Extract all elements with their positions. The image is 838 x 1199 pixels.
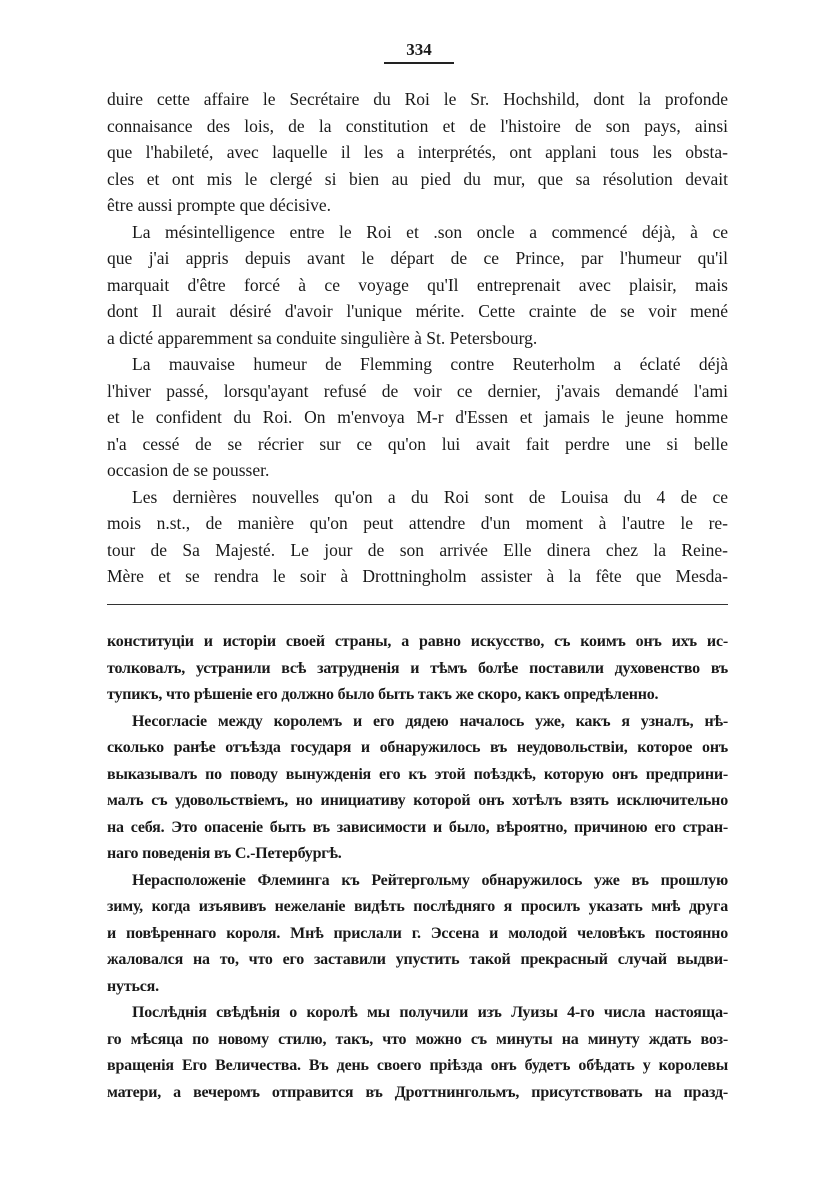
paragraph — [107, 709, 728, 868]
russian-translation — [107, 629, 728, 1106]
text-line: малъ съ удовольствіемъ, но инициативу которой онъ хотѣлъ взять исключительно — [107, 792, 728, 809]
text-line: сколько ранѣе отъѣзда государя и обнаружилось въ неудовольствіи, которое онъ — [107, 739, 728, 756]
text-line: тупикъ, что рѣшеніе его должно было быть такъ же скоро, какъ опредѣленно. — [107, 686, 659, 703]
text-line: Mère et se rendra le soir à Drottningholm assister à la fête que Mesda- — [107, 566, 728, 586]
text-line: толковалъ, устранили всѣ затрудненія и тѣмъ болѣе поставили духовенство въ — [107, 659, 728, 677]
paragraph — [107, 86, 728, 219]
text-line: dont Il aurait désiré d'avoir l'unique mérite. Cette crainte de se voir mené — [107, 301, 728, 321]
text-line: наго поведенія въ С.-Петербургѣ. — [107, 845, 342, 862]
paragraph — [107, 351, 728, 484]
text-line: нуться. — [107, 977, 159, 995]
text-line: и повѣреннаго короля. Мнѣ прислали г. Эссена и молодой человѣкъ постоянно — [107, 924, 728, 942]
text-line: вращенія Его Величества. Въ день своего пріѣзда онъ будетъ обѣдать у королевы — [107, 1057, 728, 1074]
text-line: выказывалъ по поводу вынужденія его къ этой поѣздкѣ, которую онъ предприни- — [107, 765, 728, 783]
text-line: конституціи и исторіи своей страны, а равно искусство, съ коимъ онъ ихъ ис- — [107, 633, 728, 650]
paragraph — [107, 868, 728, 1001]
text-line: que j'ai appris depuis avant le départ de ce Prince, par l'humeur qu'il — [107, 248, 728, 268]
paragraph — [107, 219, 728, 352]
text-line: го мѣсяца по новому стилю, такъ, что можно съ минуты на минуту ждать воз- — [107, 1030, 728, 1048]
paragraph — [107, 629, 728, 709]
text-line: La mauvaise humeur de Flemming contre Reuterholm a éclaté déjà — [132, 354, 728, 374]
text-line: connaisance des lois, de la constitution et de l'histoire de son pays, ainsi — [107, 115, 728, 136]
paragraph — [107, 1000, 728, 1106]
text-line: duire cette affaire le Secrétaire du Roi le Sr. Hochshild, dont la profonde — [107, 89, 728, 109]
text-line: матери, а вечеромъ отправится въ Дроттнингольмъ, присутствовать на празд- — [107, 1083, 728, 1101]
text-line: La mésintelligence entre le Roi et .son oncle a commencé déjà, à ce — [132, 221, 728, 242]
text-line: et le confident du Roi. On m'envoya M-r d'Essen et jamais le jeune homme — [107, 407, 728, 427]
text-line: cles et ont mis le clergé si bien au pied du mur, que sa résolution devait — [107, 168, 728, 189]
footnote-divider — [107, 604, 728, 605]
text-line: occasion de se pousser. — [107, 460, 270, 480]
text-line: être aussi prompte que décisive. — [107, 195, 332, 215]
page-number: 334 — [0, 40, 838, 64]
text-line: n'a cessé de se récrier sur ce qu'on lui avait fait perdre une si belle — [107, 433, 728, 454]
text-line: l'hiver passé, lorsqu'ayant refusé de voir ce dernier, j'avais demandé l'ami — [107, 380, 728, 401]
text-line: жаловался на то, что его заставили упустить такой прекрасный случай выдви- — [107, 951, 728, 968]
text-line: a dicté apparemment sa conduite singulière à St. Petersbourg. — [107, 327, 538, 348]
text-line: mois n.st., de manière qu'on peut attendre d'un moment à l'autre le re- — [107, 513, 728, 533]
text-line: Несогласіе между королемъ и его дядею началось уже, какъ я узналъ, нѣ- — [132, 712, 728, 730]
text-line: зиму, когда изъявивъ нежеланіе видѣть послѣдняго я просилъ указать мнѣ друга — [107, 898, 728, 915]
paragraph — [107, 484, 728, 590]
text-line: Послѣднія свѣдѣнія о королѣ мы получили изъ Луизы 4-го числа настояща- — [132, 1004, 728, 1021]
text-line: marquait d'être forcé à ce voyage qu'Il entreprenait avec plaisir, mais — [107, 274, 728, 295]
text-line: tour de Sa Majesté. Le jour de son arrivée Elle dinera chez la Reine- — [107, 539, 728, 560]
french-text — [107, 86, 728, 590]
text-line: на себя. Это опасеніе быть въ зависимости и было, вѣроятно, причиною его стран- — [107, 818, 728, 836]
text-line: Нерасположеніе Флеминга къ Рейтергольму обнаружилось уже въ прошлую — [132, 871, 728, 889]
text-line: que l'habileté, avec laquelle il les a interprétés, ont applani tous les obsta- — [107, 142, 728, 162]
text-line: Les dernières nouvelles qu'on a du Roi sont de Louisa du 4 de ce — [132, 486, 728, 507]
